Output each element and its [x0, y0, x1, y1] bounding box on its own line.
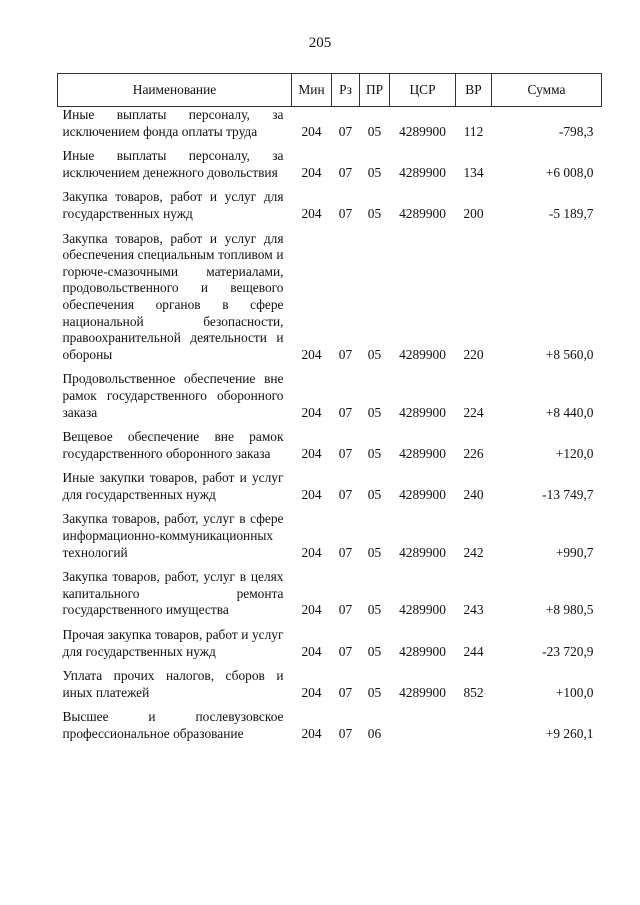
cell-rz: 07	[338, 164, 353, 180]
cell-pr: 05	[367, 445, 382, 461]
table-body	[58, 107, 602, 751]
cell-vr: 200	[463, 205, 484, 221]
cell-rz: 07	[338, 404, 353, 420]
cell-min: 204	[301, 445, 322, 461]
cell-pr: 05	[367, 544, 382, 560]
cell-min: 204	[301, 346, 322, 362]
cell-csr: 4289900	[399, 602, 446, 618]
cell-sum: +8 560,0	[545, 346, 594, 362]
cell-csr: 4289900	[399, 164, 446, 180]
table-row	[58, 231, 602, 372]
table-row	[58, 627, 602, 668]
column-header-rz: Рз	[332, 74, 360, 107]
cell-rz: 07	[338, 445, 353, 461]
cell-vr	[456, 709, 492, 750]
cell-csr: 4289900	[399, 445, 446, 461]
cell-min: 204	[301, 164, 322, 180]
cell-csr	[390, 709, 456, 750]
cell-rz: 07	[338, 205, 353, 221]
cell-csr: 4289900	[399, 346, 446, 362]
table-row	[58, 189, 602, 230]
cell-sum: +8 980,5	[545, 602, 594, 618]
cell-sum: +9 260,1	[545, 726, 594, 741]
table-row	[58, 668, 602, 709]
cell-vr: 240	[463, 486, 484, 502]
table-row	[58, 371, 602, 429]
cell-rz: 07	[338, 602, 353, 618]
cell-name: Закупка товаров, работ и услуг для государственных нужд	[62, 189, 284, 221]
cell-csr: 4289900	[399, 643, 446, 659]
column-header-pr: ПР	[360, 74, 390, 107]
cell-vr: 134	[463, 164, 484, 180]
cell-pr: 05	[367, 486, 382, 502]
cell-name: Закупка товаров, работ, услуг в сфере информационно-коммуникационных технологий	[62, 511, 284, 560]
table-row	[58, 429, 602, 470]
table-row	[58, 107, 602, 149]
table-row	[58, 709, 602, 750]
cell-sum: -5 189,7	[548, 205, 594, 221]
cell-rz: 07	[338, 544, 353, 560]
cell-pr: 05	[367, 643, 382, 659]
cell-vr: 220	[463, 346, 484, 362]
cell-vr: 242	[463, 544, 484, 560]
cell-min: 204	[301, 544, 322, 560]
cell-vr: 244	[463, 643, 484, 659]
cell-csr: 4289900	[399, 544, 446, 560]
cell-csr: 4289900	[399, 404, 446, 420]
cell-pr: 05	[367, 404, 382, 420]
cell-sum: +990,7	[555, 544, 594, 560]
table-row	[58, 470, 602, 511]
cell-pr: 05	[367, 684, 382, 700]
cell-min: 204	[301, 684, 322, 700]
table-row	[58, 148, 602, 189]
cell-name: Прочая закупка товаров, работ и услуг для государственных нужд	[62, 627, 284, 659]
cell-rz: 07	[338, 684, 353, 700]
cell-csr: 4289900	[399, 486, 446, 502]
cell-min: 204	[301, 205, 322, 221]
column-header-vr: ВР	[456, 74, 492, 107]
cell-pr: 05	[367, 164, 382, 180]
table-row	[58, 511, 602, 569]
cell-name: Иные выплаты персоналу, за исключением денежного довольствия	[62, 148, 284, 180]
column-header-sum: Сумма	[492, 74, 602, 107]
column-header-csr: ЦСР	[390, 74, 456, 107]
page-number: 205	[308, 35, 332, 51]
table-header	[58, 74, 602, 107]
cell-sum: -23 720,9	[542, 643, 594, 659]
cell-name: Продовольственное обеспечение вне рамок государственного оборонного заказа	[62, 371, 284, 420]
cell-rz: 07	[338, 346, 353, 362]
cell-csr: 4289900	[399, 205, 446, 221]
cell-min: 204	[301, 602, 322, 618]
cell-min: 204	[301, 486, 322, 502]
cell-pr: 06	[367, 726, 382, 741]
column-header-min: Мин	[292, 74, 332, 107]
cell-rz: 07	[338, 486, 353, 502]
table-row	[58, 569, 602, 627]
cell-pr: 05	[367, 123, 382, 139]
cell-sum: +8 440,0	[545, 404, 594, 420]
cell-min: 204	[301, 123, 322, 139]
column-header-name: Наименование	[58, 74, 292, 107]
cell-vr: 226	[463, 445, 484, 461]
cell-name: Высшее и послевузовское профессиональное образование	[62, 709, 284, 741]
cell-pr: 05	[367, 205, 382, 221]
budget-table	[57, 73, 602, 751]
cell-sum: +120,0	[555, 445, 594, 461]
cell-name: Иные закупки товаров, работ и услуг для государственных нужд	[62, 470, 284, 502]
cell-vr: 224	[463, 404, 484, 420]
cell-sum: -13 749,7	[542, 486, 594, 502]
cell-name: Закупка товаров, работ и услуг для обеспечения специальным топливом и горюче-смазочными материалами, продовольственного и вещевого обеспечения органов в сфере национальной безопасности, правоохранительной деятельности и обороны	[62, 230, 284, 362]
cell-csr: 4289900	[399, 123, 446, 139]
cell-pr: 05	[367, 346, 382, 362]
cell-csr: 4289900	[399, 684, 446, 700]
cell-min: 204	[301, 726, 322, 741]
cell-name: Вещевое обеспечение вне рамок государственного оборонного заказа	[62, 429, 284, 461]
cell-rz: 07	[338, 726, 353, 741]
cell-sum: +6 008,0	[545, 164, 594, 180]
cell-name: Закупка товаров, работ, услуг в целях капитального ремонта государственного имущества	[62, 569, 284, 618]
cell-vr: 243	[463, 602, 484, 618]
cell-name: Уплата прочих налогов, сборов и иных платежей	[62, 668, 284, 700]
cell-rz: 07	[338, 123, 353, 139]
cell-vr: 112	[463, 123, 484, 139]
cell-rz: 07	[338, 643, 353, 659]
cell-pr: 05	[367, 602, 382, 618]
cell-vr: 852	[463, 684, 484, 700]
cell-min: 204	[301, 404, 322, 420]
cell-sum: -798,3	[558, 123, 594, 139]
cell-sum: +100,0	[555, 684, 594, 700]
cell-min: 204	[301, 643, 322, 659]
cell-name: Иные выплаты персоналу, за исключением фонда оплаты труда	[62, 107, 284, 139]
